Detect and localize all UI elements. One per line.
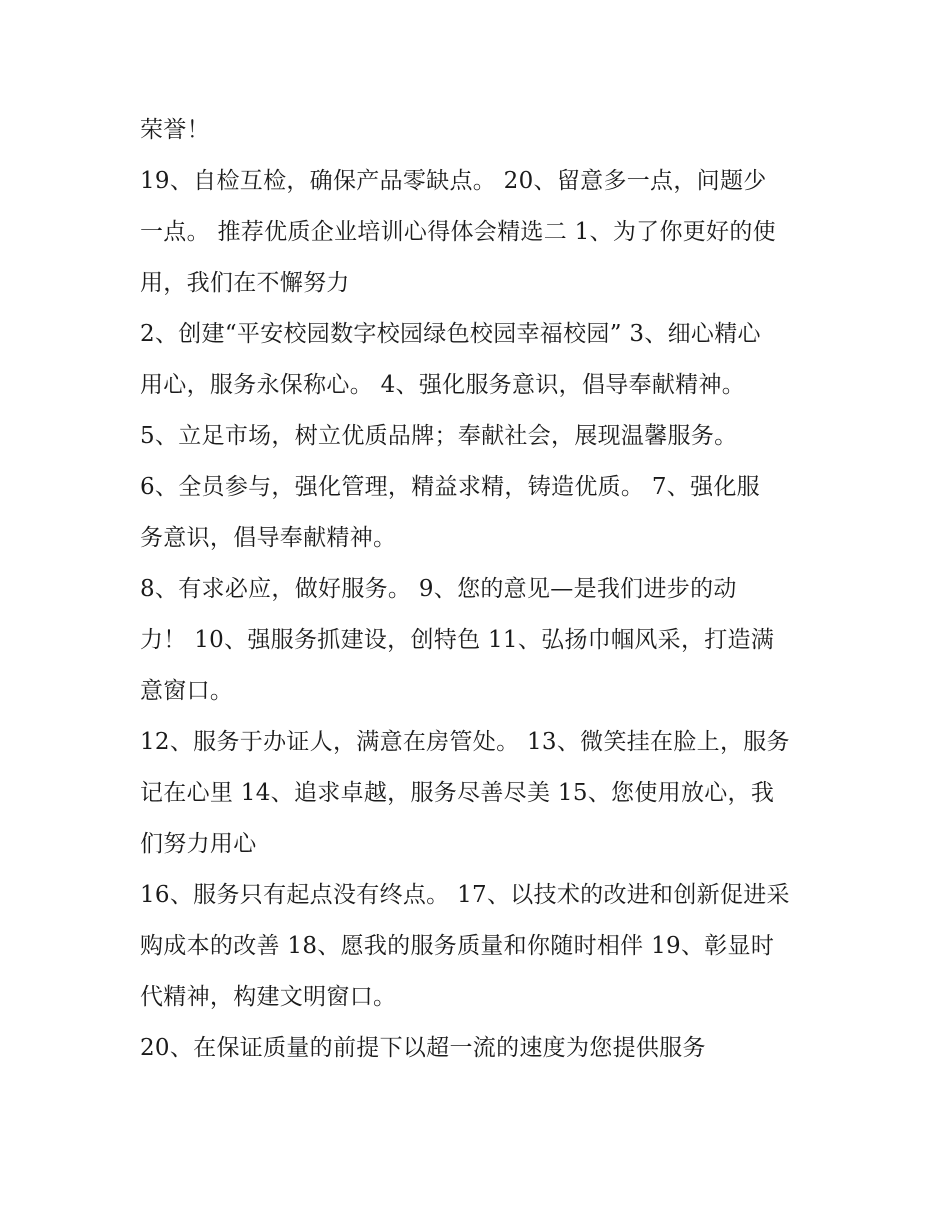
text-line: 荣誉！ (140, 117, 210, 143)
text-line: 用心，服务永保称心。 4、强化服务意识，倡导奉献精神。 (140, 372, 746, 398)
text-line: 务意识，倡导奉献精神。 (140, 525, 397, 551)
text-line: 购成本的改善 18、愿我的服务质量和你随时相伴 19、彰显时 (140, 933, 775, 959)
text-line: 们努力用心 (140, 831, 257, 857)
text-line: 一点。 推荐优质企业培训心得体会精选二 1、为了你更好的使 (140, 219, 776, 245)
text-line: 5、立足市场，树立优质品牌；奉献社会，展现温馨服务。 (140, 423, 738, 449)
text-line: 8、有求必应，做好服务。 9、您的意见—是我们进步的动 (140, 576, 737, 602)
text-line: 记在心里 14、追求卓越，服务尽善尽美 15、您使用放心，我 (140, 780, 775, 806)
document-body (140, 105, 830, 1074)
text-line: 力！ 10、强服务抓建设，创特色 11、弘扬巾帼风采，打造满 (140, 627, 775, 653)
text-line: 19、自检互检，确保产品零缺点。 20、留意多一点，问题少 (140, 168, 767, 194)
text-line: 16、服务只有起点没有终点。 17、以技术的改进和创新促进采 (140, 882, 790, 908)
text-line: 6、全员参与，强化管理，精益求精，铸造优质。 7、强化服 (140, 474, 760, 500)
text-line: 意窗口。 (140, 678, 234, 704)
text-line: 12、服务于办证人，满意在房管处。 13、微笑挂在脸上，服务 (140, 729, 790, 755)
text-line: 20、在保证质量的前提下以超一流的速度为您提供服务 (140, 1035, 706, 1061)
text-line: 用，我们在不懈努力 (140, 270, 350, 296)
text-line: 代精神，构建文明窗口。 (140, 984, 397, 1010)
text-line: 2、创建“平安校园数字校园绿色校园幸福校园” 3、细心精心 (140, 321, 761, 347)
